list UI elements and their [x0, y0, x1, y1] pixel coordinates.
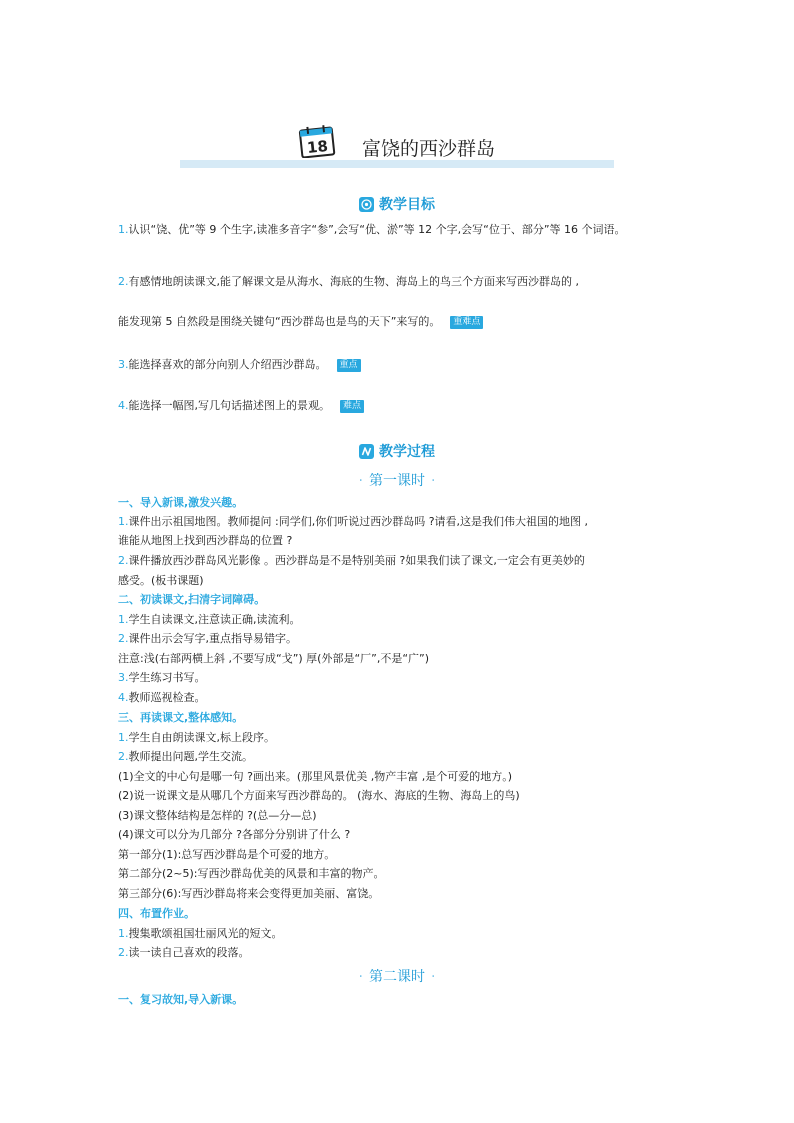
lesson-header — [180, 122, 614, 172]
step3-question-1: (1)全文的中心句是哪一句 ?画出来。(那里风景优美 ,物产丰富 ,是个可爱的地方。) — [118, 770, 512, 783]
process-heading-label: 教学过程 — [379, 444, 435, 460]
step2-item-2: 2.课件出示会写字,重点指导易错字。 — [118, 632, 297, 645]
step3-item-1: 1.学生自由朗读课文,标上段序。 — [118, 731, 275, 744]
goals-heading — [0, 194, 794, 216]
period-1-heading: · 第一课时 · — [358, 473, 436, 489]
step2-item-1: 1.学生自读课文,注意读正确,读流利。 — [118, 613, 301, 626]
goal-item-2-cont: 能发现第 5 自然段是围绕关键句“西沙群岛也是鸟的天下”来写的。 重难点 — [118, 312, 678, 331]
step2-item-3: 3.学生练习书写。 — [118, 671, 206, 684]
badge-key: 重点 — [337, 359, 361, 372]
step-heading-2: 二、初读课文,扫清字词障碍。 — [118, 593, 266, 606]
badge-difficult: 难点 — [340, 400, 364, 413]
lesson-number: 18 — [306, 136, 329, 158]
process-icon — [359, 444, 374, 459]
step-heading-1: 一、导入新课,激发兴趣。 — [118, 496, 244, 509]
goal-item-3: 3.能选择喜欢的部分向别人介绍西沙群岛。 重点 — [118, 355, 678, 374]
step3-part-1: 第一部分(1):总写西沙群岛是个可爱的地方。 — [118, 848, 336, 861]
step3-question-2: (2)说一说课文是从哪几个方面来写西沙群岛的。 (海水、海底的生物、海岛上的鸟) — [118, 789, 520, 802]
step3-question-4: (4)课文可以分为几部分 ?各部分分别讲了什么 ? — [118, 828, 351, 841]
step4-item-1: 1.搜集歌颂祖国壮丽风光的短文。 — [118, 927, 283, 940]
goals-heading-label: 教学目标 — [379, 197, 435, 213]
step1-item-2-cont: 感受。(板书课题) — [118, 574, 204, 587]
step3-question-3: (3)课文整体结构是怎样的 ?(总—分—总) — [118, 809, 317, 822]
step1-item-1: 1.课件出示祖国地图。教师提问 :同学们,你们听说过西沙群岛吗 ?请看,这是我们伟大祖国的地图 , — [118, 515, 589, 528]
step1-item-1-cont: 谁能从地图上找到西沙群岛的位置 ? — [118, 534, 293, 547]
step3-item-2: 2.教师提出问题,学生交流。 — [118, 750, 253, 763]
period-2-heading: · 第二课时 · — [358, 969, 436, 985]
process-heading — [0, 441, 794, 463]
goal-item-1: 1.认识“饶、优”等 9 个生字,读准多音字“参”,会写“优、淤”等 12 个字,会写“位于、部分”等 16 个词语。 — [118, 223, 626, 236]
step2-item-4: 4.教师巡视检查。 — [118, 691, 206, 704]
step-heading-5: 一、复习故知,导入新课。 — [118, 993, 244, 1006]
title-underline-bar — [180, 160, 614, 168]
step-heading-3: 三、再读课文,整体感知。 — [118, 711, 244, 724]
calendar-icon — [298, 124, 336, 158]
step4-item-2: 2.读一读自己喜欢的段落。 — [118, 946, 250, 959]
goal-item-2: 2.有感情地朗读课文,能了解课文是从海水、海底的生物、海岛上的鸟三个方面来写西沙群岛的 , — [118, 275, 579, 288]
step2-note: 注意:浅(右部两横上斜 ,不要写成“戈”) 厚(外部是“厂”,不是“广”) — [118, 652, 430, 665]
step3-part-3: 第三部分(6):写西沙群岛将来会变得更加美丽、富饶。 — [118, 887, 380, 900]
step3-part-2: 第二部分(2~5):写西沙群岛优美的风景和丰富的物产。 — [118, 867, 385, 880]
badge-key-difficult: 重难点 — [450, 316, 483, 329]
lesson-title: 富饶的西沙群岛 — [362, 138, 496, 160]
step-heading-4: 四、布置作业。 — [118, 907, 195, 920]
step1-item-2: 2.课件播放西沙群岛风光影像 。西沙群岛是不是特别美丽 ?如果我们读了课文,一定会有更美妙的 — [118, 554, 585, 567]
goal-item-4: 4.能选择一幅图,写几句话描述图上的景观。 难点 — [118, 396, 678, 415]
target-icon — [359, 197, 374, 212]
